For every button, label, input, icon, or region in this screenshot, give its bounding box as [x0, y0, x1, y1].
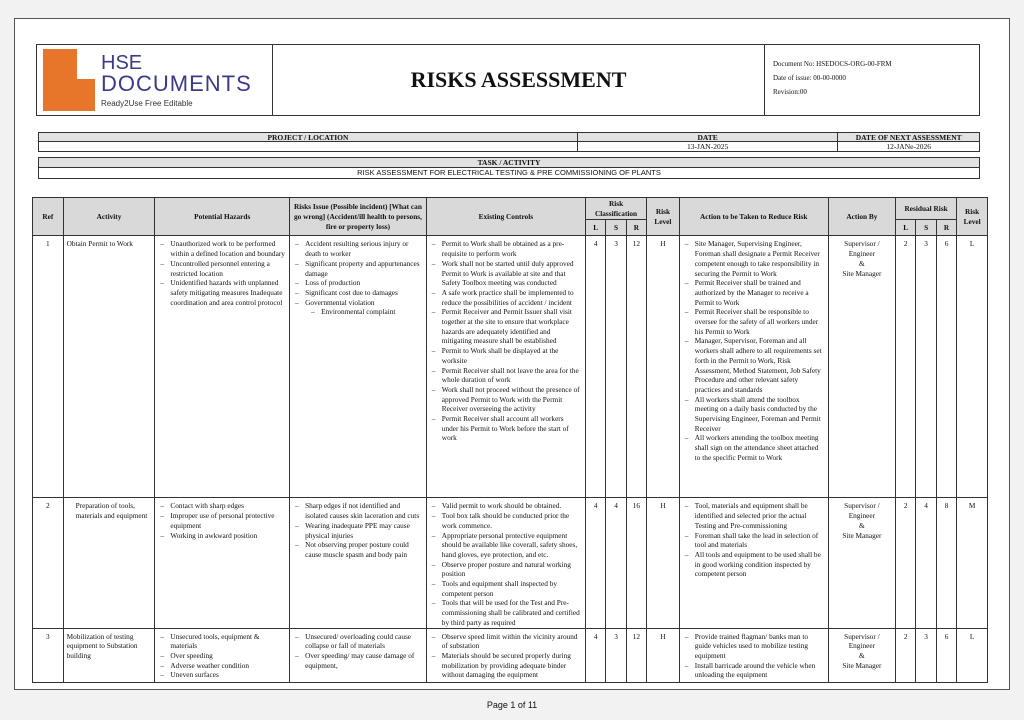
row-action-by [828, 236, 895, 498]
list-item: – Environmental complaint [293, 307, 423, 317]
list-item: – Valid permit to work should be obtained. [430, 501, 582, 511]
logo-tagline: Ready2Use Free Editable [101, 98, 193, 108]
list-item: – Permit Receiver shall not leave the area for the whole duration of work [430, 366, 582, 385]
table-row [33, 236, 988, 498]
col-risk-level: Risk Level [647, 198, 680, 236]
list-item: – Permit Receiver and Permit Issuer shall visit together at the site to ensure that workplace hazards are adequately identified and mitigating measure shall be established [430, 307, 582, 346]
row-actions [679, 236, 828, 498]
list-item: – Tool box talk should be conducted prior the work commence. [430, 511, 582, 530]
task-value: RISK ASSESSMENT FOR ELECTRICAL TESTING & PRE COMMISSIONING OF PLANTS [357, 168, 661, 177]
list-item: – Working in awkward position [158, 531, 286, 541]
list-item: – All workers shall attend the toolbox meeting on a daily basis conducted by the Supervising Engineer, Foreman and Permit Receiver [683, 395, 825, 434]
row-l: 4 [585, 498, 605, 628]
col-action-by: Action By [828, 198, 895, 236]
row-residual-l: 2 [896, 498, 916, 628]
row-r: 16 [626, 498, 646, 628]
list-item: – Unsecured/ overloading could cause collapse or fall of materials [293, 632, 423, 651]
page-number: Page 1 of 11 [486, 700, 538, 710]
list-item: – Adverse weather condition [158, 661, 286, 671]
list-item: – Work shall not proceed without the presence of approved Permit to Work with the Permit Receiver overseeing the activity [430, 385, 582, 414]
project-bar [38, 132, 980, 152]
list-item: – Over speeding [158, 651, 286, 661]
row-residual-level: L [957, 236, 988, 498]
list-item: – Tools and equipment shall inspected by competent person [430, 579, 582, 598]
row-activity: Preparation of tools, materials and equipment [63, 498, 155, 628]
row-r: 12 [626, 236, 646, 498]
row-risk-level: H [647, 498, 680, 628]
list-item: – Uneven surfaces [158, 670, 286, 680]
risk-table [32, 197, 988, 683]
row-r: 12 [626, 628, 646, 682]
list-item: – Work shall not be started until duly approved Permit to Work is available at site and that Safety Toolbox meeting was conducted [430, 259, 582, 288]
row-residual-level: L [957, 628, 988, 682]
date-value: 13-JAN-2025 [578, 142, 838, 151]
col-r: R [626, 220, 646, 236]
list-item: – Permit to Work shall be displayed at the worksite [430, 346, 582, 365]
row-hazards [155, 236, 290, 498]
list-item: – Not observing proper posture could cause muscle spasm and body pain [293, 540, 423, 559]
table-row [33, 628, 988, 682]
document-number: Document No: HSEDOCS-ORG-00-FRM [773, 60, 892, 68]
action-by-line: Site Manager [842, 530, 882, 540]
list-item: – Accident resulting serious injury or death to worker [293, 239, 423, 258]
list-item: – Over speeding/ may cause damage of equipment, [293, 651, 423, 670]
revision: Revision:00 [773, 88, 807, 96]
col-hazards: Potential Hazards [155, 198, 290, 236]
list-item: – Contact with sharp edges [158, 501, 286, 511]
col-residual-r: R [936, 220, 956, 236]
row-residual-l: 2 [896, 236, 916, 498]
list-item: – All tools and equipment to be used shall be in good working condition inspected by competent person [683, 550, 825, 579]
list-item: – Observe proper posture and natural working position [430, 560, 582, 579]
list-item: – Observe speed limit within the vicinity around of substation [430, 632, 582, 651]
page-title: RISKS ASSESSMENT [273, 45, 765, 115]
col-ref: Ref [33, 198, 64, 236]
row-residual-s: 4 [916, 498, 936, 628]
row-l: 4 [585, 236, 605, 498]
row-actions [679, 498, 828, 628]
row-action-by [828, 628, 895, 682]
company-logo [37, 45, 273, 115]
document-meta [765, 45, 979, 115]
list-item: – Unidentified hazards with unplanned safety mitigating measures Inadequate coordination and area control protocol [158, 278, 286, 307]
list-item: – Site Manager, Supervising Engineer, Foreman shall designate a Permit Receiver competent enough to take responsibility in securing the Permit to Work [683, 239, 825, 278]
list-item: – Permit Receiver shall be trained and authorized by the Manager to receive a Permit to Work [683, 278, 825, 307]
action-by-line: Site Manager [842, 268, 882, 278]
list-item: – Permit Receiver shall be responsible to oversee for the safety of all workers under his Permit to Work [683, 307, 825, 336]
list-item: – All workers attending the toolbox meeting shall sign on the attendance sheet attached to the specific Permit to Work [683, 433, 825, 462]
row-residual-l: 2 [896, 628, 916, 682]
list-item: – Wearing inadequate PPE may cause physical injuries [293, 521, 423, 540]
row-controls [426, 498, 585, 628]
list-item: – Tools that will be used for the Test and Pre-commissioning shall be calibrated and certified by third party as required [430, 598, 582, 627]
date-label: DATE [578, 133, 838, 142]
issue-date: Date of issue: 00-00-0000 [773, 74, 846, 82]
list-item: – Provide trained flagman/ banks man to guide vehicles used to mobilize testing equipment [683, 632, 825, 661]
row-ref: 3 [33, 628, 64, 682]
row-risk-level: H [647, 236, 680, 498]
col-risk-classification: Risk Classification [585, 198, 646, 220]
list-item: – Install barricade around the vehicle when unloading the equipment [683, 661, 825, 680]
action-by-line: Supervisor / [844, 239, 880, 249]
row-residual-r: 6 [936, 236, 956, 498]
project-value [39, 142, 578, 151]
task-label: TASK / ACTIVITY [39, 158, 979, 168]
row-hazards [155, 628, 290, 682]
row-residual-r: 8 [936, 498, 956, 628]
col-residual-risk: Residual Risk [896, 198, 957, 220]
action-by-line: Engineer [848, 641, 876, 651]
col-controls: Existing Controls [426, 198, 585, 236]
col-residual-level: Risk Level [957, 198, 988, 236]
row-hazards [155, 498, 290, 628]
col-activity: Activity [63, 198, 155, 236]
row-controls [426, 628, 585, 682]
action-by-line: Engineer [848, 511, 876, 521]
col-s: S [606, 220, 626, 236]
row-risks [290, 628, 427, 682]
col-l: L [585, 220, 605, 236]
list-item: – Materials should be secured properly during mobilization by providing adequate binder without damaging the equipment [430, 651, 582, 680]
project-label: PROJECT / LOCATION [39, 133, 578, 142]
row-s: 3 [606, 236, 626, 498]
action-by-line: Engineer [848, 249, 876, 259]
row-residual-level: M [957, 498, 988, 628]
table-row [33, 498, 988, 628]
action-by-line: & [859, 520, 865, 530]
row-residual-s: 3 [916, 236, 936, 498]
list-item: – Unsecured tools, equipment & materials [158, 632, 286, 651]
list-item: – Significant property and appurtenances damage [293, 259, 423, 278]
row-risk-level: H [647, 628, 680, 682]
task-bar [38, 157, 980, 179]
list-item: – Uncontrolled personnel entering a restricted location [158, 259, 286, 278]
list-item: – Governmental violation [293, 298, 423, 308]
col-residual-l: L [896, 220, 916, 236]
list-item: – Tool, materials and equipment shall be identified and selected prior the actual Testing and Pre-commissioning [683, 501, 825, 530]
col-residual-s: S [916, 220, 936, 236]
row-activity: Mobilization of testing equipment to Substation building [63, 628, 155, 682]
row-s: 4 [606, 498, 626, 628]
list-item: – Foreman shall take the lead in selection of tool and materials [683, 531, 825, 550]
list-item: – Improper use of personal protective equipment [158, 511, 286, 530]
next-assessment-label: DATE OF NEXT ASSESSMENT [838, 133, 979, 142]
action-by-line: & [859, 258, 865, 268]
row-residual-s: 3 [916, 628, 936, 682]
list-item: – Manager, Supervisor, Foreman and all workers shall adhere to all requirements set forth in the Permit to Work, Risk Assessment, Method Statement, Job Safety Procedure and other relevant safety practices and standards [683, 336, 825, 394]
row-controls [426, 236, 585, 498]
action-by-line: Site Manager [842, 660, 882, 670]
document-header [36, 44, 980, 116]
action-by-line: Supervisor / [844, 631, 880, 641]
action-by-line: & [859, 650, 865, 660]
row-ref: 1 [33, 236, 64, 498]
row-action-by [828, 498, 895, 628]
list-item: – Unauthorized work to be performed within a defined location and boundary [158, 239, 286, 258]
row-activity: Obtain Permit to Work [63, 236, 155, 498]
logo-line1: HSE [101, 51, 143, 74]
row-s: 3 [606, 628, 626, 682]
list-item: – Loss of production [293, 278, 423, 288]
action-by-line: Supervisor / [844, 501, 880, 511]
list-item: – Appropriate personal protective equipment should be available like coverall, safety shoes, hand gloves, eye protection, and etc. [430, 531, 582, 560]
list-item: – Sharp edges if not identified and isolated causes skin laceration and cuts [293, 501, 423, 520]
row-actions [679, 628, 828, 682]
logo-mark [43, 49, 95, 111]
row-risks [290, 498, 427, 628]
row-ref: 2 [33, 498, 64, 628]
row-risks [290, 236, 427, 498]
list-item: – Permit Receiver shall account all workers under his Permit to Work before the start of work [430, 414, 582, 443]
list-item: – A safe work practice shall be implemented to reduce the possibilities of accident / incident [430, 288, 582, 307]
logo-line2: DOCUMENTS [101, 70, 252, 96]
next-assessment-value: 12-JANe-2026 [886, 142, 931, 151]
list-item: – Significant cost due to damages [293, 288, 423, 298]
col-risks: Risks Issue (Possible incident) [What can go wrong] (Accident/ill health to persons, fire or property loss) [290, 198, 427, 236]
row-residual-r: 6 [936, 628, 956, 682]
list-item: – Permit to Work shall be obtained as a pre-requisite to perform work [430, 239, 582, 258]
row-l: 4 [585, 628, 605, 682]
col-action: Action to be Taken to Reduce Risk [679, 198, 828, 236]
